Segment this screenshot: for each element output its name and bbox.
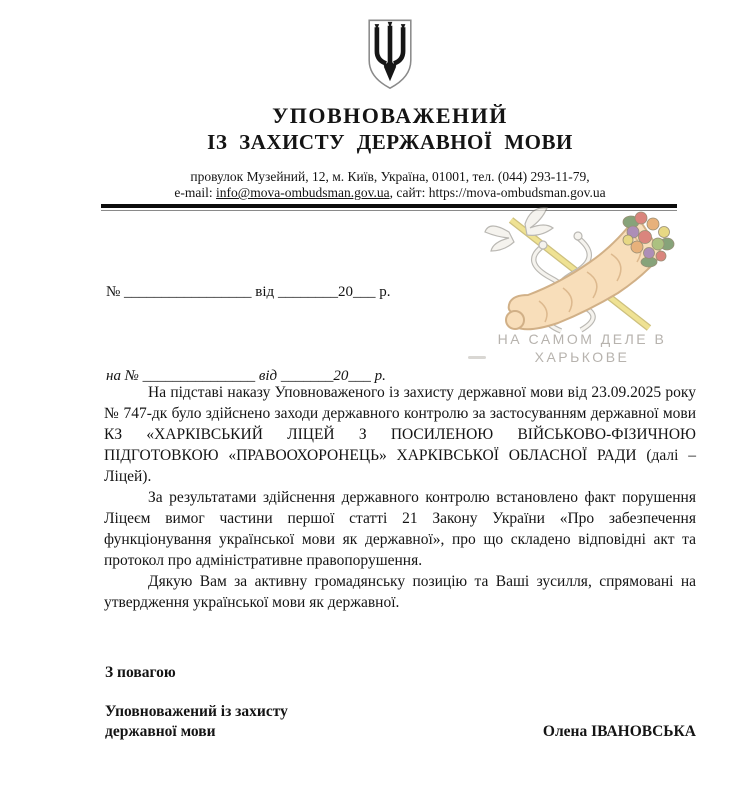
- outgoing-number-line: № _________________ від ________20___ р.: [106, 284, 391, 300]
- paragraph-3: Дякую Вам за активну громадянську позицію та Ваші зусилля, спрямовані на утвердження української мови як державної.: [104, 573, 696, 611]
- site-link[interactable]: https://mova-ombudsman.gov.ua: [428, 185, 606, 201]
- paragraph-1: На підставі наказу Уповноваженого із захисту державної мови від 23.09.2025 року № 747-дк було здійснено заходи державного контролю за застосуванням державної мови КЗ «ХАРКІВСЬКИЙ ЛІЦЕЙ З ПОСИЛЕНОЮ ВІЙСЬКОВО-ФІЗИЧНОЮ ПІДГОТОВКОЮ «ПРАВООХОРОНЕЦЬ» ХАРКІВСЬКОЇ ОБЛАСНОЇ РАДИ (далі – Ліцей).: [104, 384, 696, 485]
- letter-body: [104, 382, 696, 613]
- signer-name: Олена ІВАНОВСЬКА: [542, 723, 696, 740]
- signature-block: [105, 702, 696, 742]
- signer-position-line1: Уповноважений із захисту: [105, 703, 288, 720]
- paragraph-2: За результатами здійснення державного контролю встановлено факт порушення Ліцеєм вимог частини першої статті 21 Закону України «Про забезпечення функціонування української мови як державної», про що складено відповідні акт та протокол про адміністративне правопорушення.: [104, 489, 696, 569]
- email-link[interactable]: info@mova-ombudsman.gov.ua: [216, 185, 390, 201]
- site-label: , сайт:: [389, 185, 429, 201]
- incoming-number-line: на № _______________ від _______20___ р.: [106, 368, 386, 384]
- ukraine-trident-emblem: [365, 18, 415, 92]
- signer-position-line2: державної мови: [105, 723, 216, 740]
- org-address-block: [103, 169, 677, 202]
- email-label: e-mail:: [174, 185, 217, 201]
- cornucopia-caduceus-watermark: [481, 204, 676, 344]
- org-contact-line: [103, 185, 677, 201]
- watermark-caption-line1: НА САМОМ ДЕЛЕ В: [497, 331, 667, 347]
- watermark-caption-line2: ХАРЬКОВЕ: [534, 349, 630, 366]
- org-address-line: провулок Музейний, 12, м. Київ, Україна, 01001, тел. (044) 293-11-79,: [190, 168, 590, 184]
- org-title-line1: УПОВНОВАЖЕНИЙ: [272, 103, 508, 128]
- salutation: З повагою: [105, 664, 176, 681]
- scan-smudge: [468, 356, 486, 359]
- letterhead: [103, 18, 677, 202]
- watermark-caption: [468, 330, 696, 366]
- org-title-line2: ІЗ ЗАХИСТУ ДЕРЖАВНОЇ МОВИ: [207, 130, 573, 155]
- signer-position: [105, 702, 288, 742]
